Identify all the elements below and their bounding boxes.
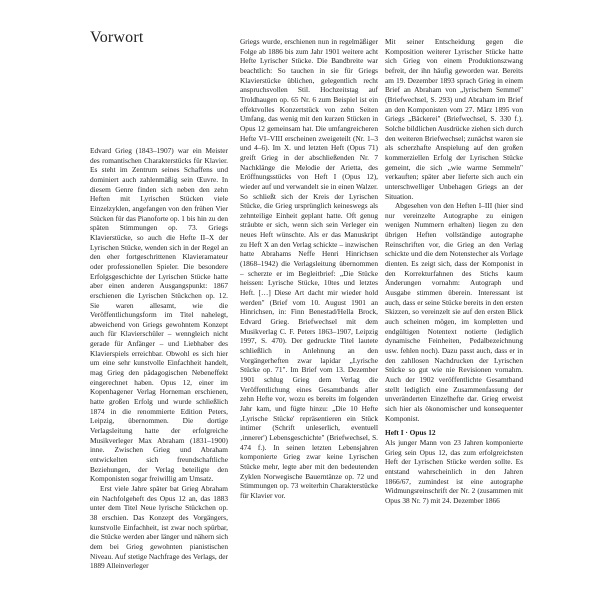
text-column-3 — [385, 37, 523, 506]
paragraph: Abgesehen von den Heften I–III (hier sind nur vereinzelte Autographe zu einigen wenigen Nummern erhalten) liegen zu den übrigen Heften vollständige autographe Reinschriften vor, die Grieg an den Verlag schickte und die dem Notenstecher als Vorlage dienten. Es zeigt sich, dass der Komponist in den Korrekturfahnen des Stichs kaum Änderungen vornahm: Autograph und Ausgabe stimmen überein. Interessant ist auch, dass er seine Stücke bereits in den ersten Skizzen, so vereinzelt sie auf den ersten Blick auch scheinen mögen, im kompletten und endgültigen Notentext notierte (lediglich dynamische Feinheiten, Pedalbezeichnung usw. fehlen noch). Dazu passt auch, dass er in den zahllosen Nachdrucken der Lyrischen Stücke so gut wie nie Revisionen vornahm. Auch der 1902 veröffentlichte Gesamtband stellt lediglich eine Zusammenfassung der unveränderten Einzelhefte dar. Grieg erweist sich hier als ökonomischer und konsequenter Komponist. — [385, 201, 523, 423]
paragraph: Edvard Grieg (1843–1907) war ein Meister des romantischen Charakterstücks für Klavier. Es steht im Zentrum seines Schaffens und dominiert auch zahlenmäßig sein Œuvre. In diesem Genre finden sich neben den zehn Heften mit Lyrischen Stücken viele Einzelzyklen, angefangen von den frühen Vier Stücken für das Pianoforte op. 1 bis hin zu den späten Stimmungen op. 73. Griegs Klavierstücke, so auch die Hefte II–X der Lyrischen Stücke, wenden sich in der Regel an den eher fortgeschrittenen Klavieramateur oder professionellen Spieler. Die besondere Erfolgsgeschichte der Lyrischen Stücke hatte aber einen anderen Ausgangspunkt: 1867 erschienen die Lyrischen Stückchen op. 12. Sie waren allesamt, wie die Veröffentlichungsform im Titel nahelegt, abweichend von Griegs gewohntem Konzept auch für Klavierschüler – wenngleich nicht gerade für Anfänger – und Liebhaber des Klavierspiels erreichbar. Obwohl es sich hier um eine sehr kunstvolle Einfachheit handelt, mag Grieg den pädagogischen Nebeneffekt eingerechnet haben. Opus 12, einer im Kopenhagener Verlag Horneman erschienen, hatte großen Erfolg und wurde schließlich 1874 in die renommierte Edition Peters, Leipzig, übernommen. Die dortige Verlagsleitung hatte der erfolgreiche Musikverleger Max Abraham (1831–1900) inne. Zwischen Grieg und Abraham entwickelten sich freundschaftliche Beziehungen, der Verlag beteiligte den Komponisten sogar freiwillig am Umsatz. — [90, 146, 228, 484]
text-column-2 — [240, 37, 378, 501]
paragraph: Erst viele Jahre später bat Grieg Abraham ein Nachfolgeheft des Opus 12 an, das 1883 unter dem Titel Neue lyrische Stückchen op. 38 erschien. Das Konzept des Vorgängers, kunstvolle Einfachheit, ist zwar noch spürbar, die Stücke werden aber länger und nähern sich dem bei Grieg gewohnten pianistischen Niveau. Auf stetige Nachfrage des Verlags, der 1889 Alleinverleger — [90, 483, 228, 571]
section-subheading: Heft I · Opus 12 — [385, 428, 436, 438]
paragraph: Als junger Mann von 23 Jahren komponierte Grieg sein Opus 12, das zum erfolgreichsten Heft der Lyrischen Stücke werden sollte. Es entstand wahrscheinlich in den Jahren 1866/67, zumindest ist eine autographe Widmungsreinschrift der Nr. 2 (zusammen mit Opus 38 Nr. 7) mit 24. Dezember 1866 — [385, 437, 523, 505]
text-column-1 — [90, 146, 228, 571]
page-heading: Vorwort — [90, 29, 144, 46]
paragraph: Griegs wurde, erschienen nun in regelmäßiger Folge ab 1886 bis zum Jahr 1901 weitere acht Hefte Lyrischer Stücke. Die Bandbreite war beachtlich: So tauchen in sie für Griegs Klavierstücke üblichen, gelegentlich recht anspruchsvollen Stil. Hochzeitstag auf Troldhaugen op. 65 Nr. 6 zum Beispiel ist ein effektvolles Konzertstück von zehn Seiten Umfang, das wenig mit den kurzen Stücken in Opus 12 gemeinsam hat. Die umfangreicheren Hefte VI–VIII erscheinen zweigeteilt (Nr. 1–3 und 4–6). Im X. und letzten Heft (Opus 71) greift Grieg in der abschließenden Nr. 7 Nachklänge die Melodie der Arietta, des Eröffnungsstücks von Heft I (Opus 12), wieder auf und verwandelt sie in einen Walzer. So schließt sich der Kreis der Lyrischen Stücke, die Grieg ursprünglich keineswegs als zehnteilige Einheit geplant hatte. Oft genug sträubte er sich, wenn sich sein Verleger ein neues Heft wünschte. Als er das Manuskript zu Heft X an den Verlag schickte – inzwischen hatte Abrahams Neffe Henri Hinrichsen (1868–1942) die Verlagsleitung übernommen – scherzte er im Begleitbrief: „Die Stücke heissen: Lyrische Stücke, 10tes und letztes Heft. […] Diese Art dacht mir wieder hold werden" (Brief vom 10. August 1901 an Hinrichsen, in: Finn Benestad/Hella Brock, Edvard Grieg. Briefwechsel mit dem Musikverlag C. F. Peters 1863–1907, Leipzig 1997, S. 470). Der gedruckte Titel lautete schließlich in Anlehnung an den Vorgängerheften zwar lapidar „Lyrische Stücke op. 71". Im Brief vom 13. Dezember 1901 schlug Grieg dem Verlag die Veröffentlichung eines Gesamtbands aller zehn Hefte vor, wozu es bereits im folgenden Jahr kam, und fügte hinzu: „Die 10 Hefte ‚Lyrische Stücke' repräsentieren ein Stück intimer (Schrift unleserlich, eventuell ‚innerer') Lebensgeschichte" (Briefwechsel, S. 474 f.). In seinen letzten Lebensjahren komponierte Grieg zwar keine Lyrischen Stücke mehr, legte aber mit den bedeutenden Zyklen Norwegische Bauerntänze op. 72 und Stimmungen op. 73 weiterhin Charakterstücke für Klavier vor. — [240, 37, 378, 500]
paragraph: Mit seiner Entscheidung gegen die Komposition weiterer Lyrischer Stücke hatte sich Grieg von einem Produktionszwang befreit, der ihn häufig geworden war. Bereits am 19. Dezember 1893 sprach Grieg in einem Brief an Abraham von „lyrischem Semmel" (Briefwechsel, S. 293) und Abraham im Brief an den Komponisten vom 27. März 1895 von Griegs „Bäckerei" (Briefwechsel, S. 330 f.). Solche bildlichen Ausdrücke ziehen sich durch den weiteren Briefwechsel; zunächst waren sie als scherzhafte Anspielung auf den großen kommerziellen Erfolg der Lyrischen Stücke gemeint, die sich „wie warme Semmeln" verkauften; später aber lieferte sich auch ein unterschwelliger Unbehagen Griegs an der Situation. — [385, 37, 523, 201]
